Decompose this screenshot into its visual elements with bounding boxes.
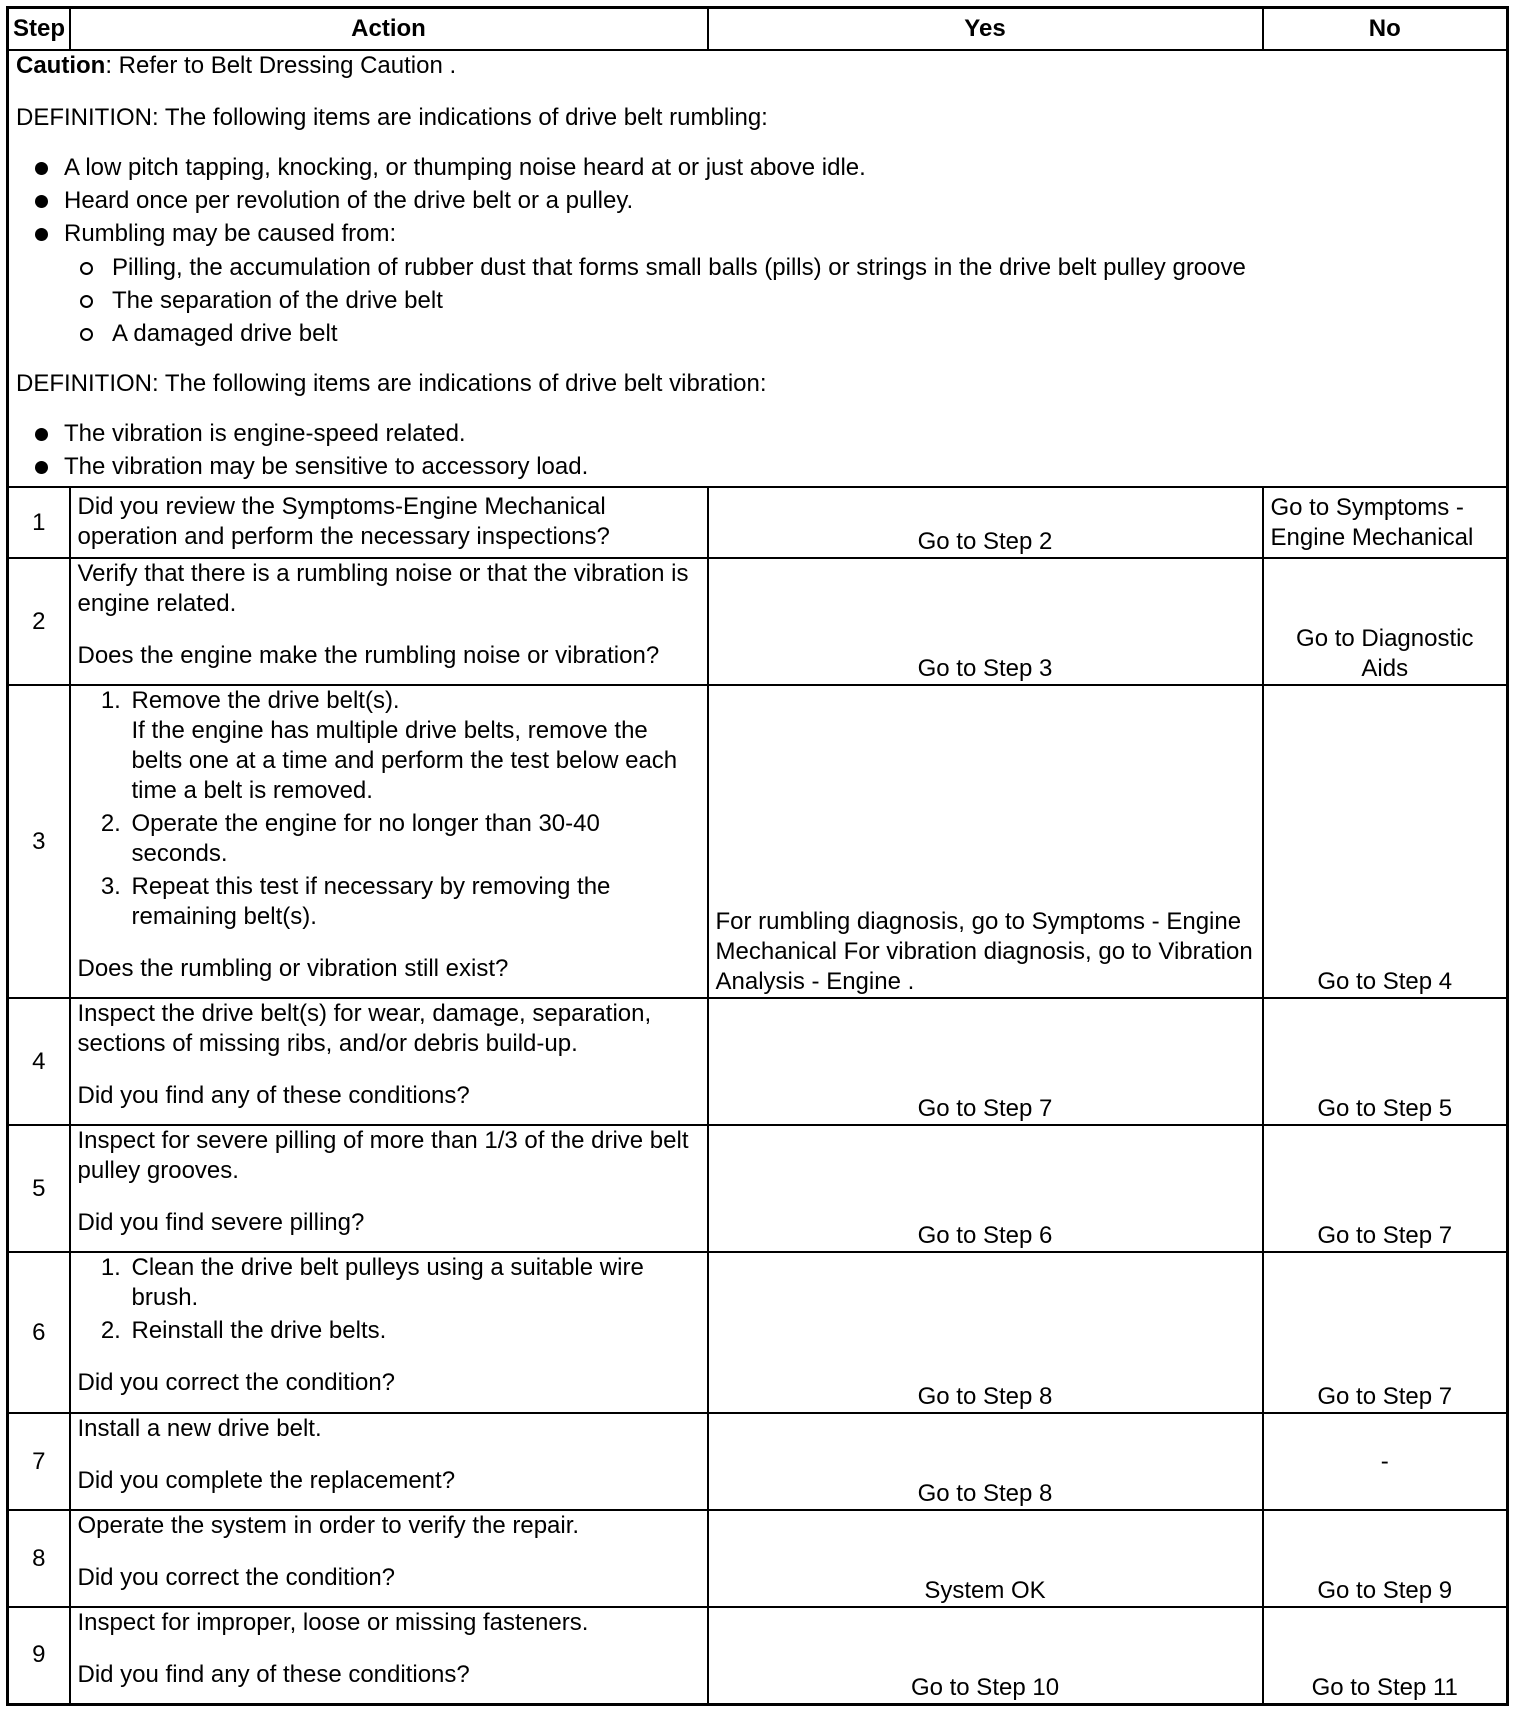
list-item: The vibration is engine-speed related.	[16, 419, 1499, 449]
header-action: Action	[70, 8, 708, 51]
action-question: Did you find any of these conditions?	[77, 1661, 470, 1688]
table-row	[8, 1413, 1508, 1510]
action-question: Did you find severe pilling?	[77, 1209, 365, 1236]
list-item: 3. Repeat this test if necessary by removing the remaining belt(s).	[128, 872, 700, 932]
list-item: The vibration may be sensitive to accessory load.	[16, 452, 1499, 482]
action-text: Inspect the drive belt(s) for wear, damage, separation, sections of missing ribs, and/or debris build-up.	[77, 1000, 652, 1057]
no-cell: Go to Diagnostic Aids	[1263, 558, 1508, 685]
no-cell: Go to Symptoms - Engine Mechanical	[1263, 487, 1508, 558]
yes-cell: Go to Step 3	[708, 558, 1263, 685]
action-question: Does the engine make the rumbling noise or vibration?	[77, 642, 660, 669]
action-text: Verify that there is a rumbling noise or that the vibration is engine related.	[77, 560, 689, 617]
no-cell: Go to Step 7	[1263, 1125, 1508, 1252]
action-question: Did you find any of these conditions?	[77, 1082, 470, 1109]
table-row	[8, 1252, 1508, 1413]
yes-cell: Go to Step 8	[708, 1252, 1263, 1413]
yes-cell: Go to Step 7	[708, 998, 1263, 1125]
action-cell: Did you review the Symptoms-Engine Mechanical operation and perform the necessary inspections?	[70, 487, 708, 558]
table-row	[8, 685, 1508, 998]
step-number: 5	[8, 1125, 70, 1252]
list-item: 2. Operate the engine for no longer than 30-40 seconds.	[128, 809, 700, 869]
step-number: 6	[8, 1252, 70, 1413]
header-no: No	[1263, 8, 1508, 51]
definition-rumbling: DEFINITION: The following items are indications of drive belt rumbling:	[16, 104, 768, 131]
no-cell: -	[1263, 1413, 1508, 1510]
action-cell	[70, 1413, 708, 1510]
rumbling-list	[16, 153, 1499, 349]
action-cell	[70, 998, 708, 1125]
header-row	[8, 8, 1508, 51]
yes-cell: Go to Step 2	[708, 487, 1263, 558]
no-cell: Go to Step 11	[1263, 1607, 1508, 1704]
procedure-list	[78, 1253, 700, 1346]
yes-cell: Go to Step 6	[708, 1125, 1263, 1252]
step-number: 9	[8, 1607, 70, 1704]
caution-cell	[8, 50, 1508, 487]
action-text: Install a new drive belt.	[77, 1415, 322, 1442]
yes-cell: System OK	[708, 1510, 1263, 1607]
action-text: Operate the system in order to verify the repair.	[77, 1512, 580, 1539]
header-step: Step	[8, 8, 70, 51]
yes-cell: For rumbling diagnosis, go to Symptoms - Engine Mechanical For vibration diagnosis, go to Vibration Analysis - Engine .	[708, 685, 1263, 998]
action-cell	[70, 1607, 708, 1704]
table-row	[8, 1125, 1508, 1252]
list-item: 1. Remove the drive belt(s). If the engine has multiple drive belts, remove the belts one at a time and perform the test below each time a belt is removed.	[128, 686, 700, 806]
list-item: Heard once per revolution of the drive belt or a pulley.	[16, 186, 1499, 216]
list-item: A damaged drive belt	[64, 319, 1499, 349]
caution-label: Caution	[16, 52, 106, 79]
no-cell: Go to Step 7	[1263, 1252, 1508, 1413]
action-cell	[70, 558, 708, 685]
caution-row	[8, 50, 1508, 487]
table-row	[8, 1510, 1508, 1607]
procedure-list	[78, 686, 700, 932]
step-number: 8	[8, 1510, 70, 1607]
list-item: A low pitch tapping, knocking, or thumping noise heard at or just above idle.	[16, 153, 1499, 183]
definition-vibration: DEFINITION: The following items are indications of drive belt vibration:	[16, 370, 767, 397]
step-number: 1	[8, 487, 70, 558]
header-yes: Yes	[708, 8, 1263, 51]
step-number: 4	[8, 998, 70, 1125]
yes-cell: Go to Step 10	[708, 1607, 1263, 1704]
no-cell: Go to Step 4	[1263, 685, 1508, 998]
no-cell: Go to Step 9	[1263, 1510, 1508, 1607]
yes-cell: Go to Step 8	[708, 1413, 1263, 1510]
list-item: 2. Reinstall the drive belts.	[128, 1316, 700, 1346]
step-number: 2	[8, 558, 70, 685]
list-item: 1. Clean the drive belt pulleys using a suitable wire brush.	[128, 1253, 700, 1313]
list-item: Rumbling may be caused from: Pilling, the accumulation of rubber dust that forms small balls (pills) or strings in the drive belt pulley groove The separation of the drive belt A damaged drive belt	[16, 219, 1499, 349]
table-row	[8, 558, 1508, 685]
table-row	[8, 1607, 1508, 1704]
caution-text: : Refer to Belt Dressing Caution .	[105, 52, 457, 79]
action-text: Inspect for improper, loose or missing fasteners.	[77, 1609, 589, 1636]
step-number: 3	[8, 685, 70, 998]
action-cell	[70, 1510, 708, 1607]
action-question: Did you complete the replacement?	[77, 1467, 456, 1494]
action-cell	[70, 1252, 708, 1413]
table-row	[8, 487, 1508, 558]
action-text: Inspect for severe pilling of more than 1/3 of the drive belt pulley grooves.	[77, 1127, 689, 1184]
table-row	[8, 998, 1508, 1125]
diagnostic-table	[6, 6, 1509, 1706]
action-cell	[70, 1125, 708, 1252]
list-item: The separation of the drive belt	[64, 286, 1499, 316]
step-number: 7	[8, 1413, 70, 1510]
action-question: Did you correct the condition?	[77, 1369, 396, 1396]
caution-line	[16, 51, 1499, 81]
no-cell: Go to Step 5	[1263, 998, 1508, 1125]
action-question: Does the rumbling or vibration still exist?	[77, 955, 509, 982]
vibration-list	[16, 419, 1499, 482]
action-question: Did you correct the condition?	[77, 1564, 396, 1591]
rumbling-causes-list	[64, 253, 1499, 349]
list-item: Pilling, the accumulation of rubber dust that forms small balls (pills) or strings in the drive belt pulley groove	[64, 253, 1499, 283]
diagnostic-document	[6, 6, 1509, 1706]
action-cell	[70, 685, 708, 998]
